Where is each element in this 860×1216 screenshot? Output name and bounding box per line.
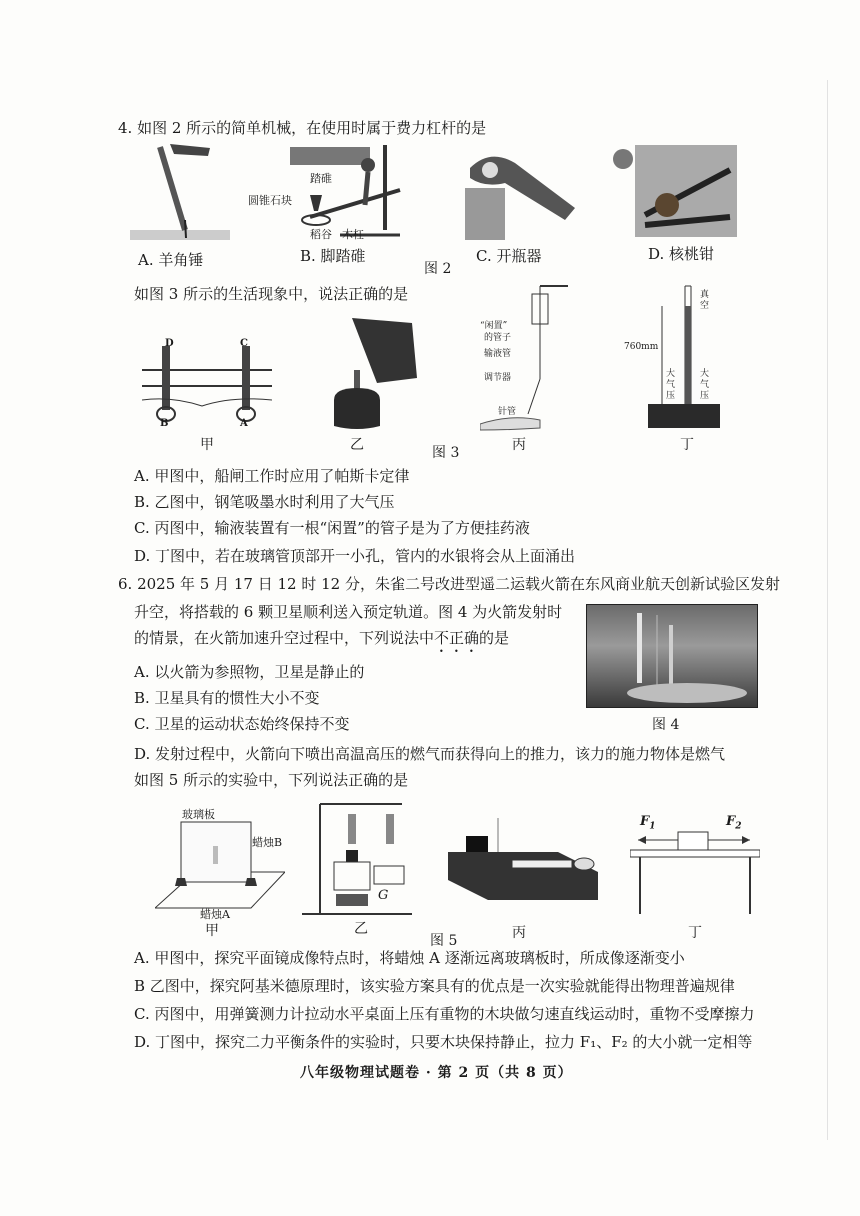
- q7-option-b: B 乙图中，探究阿基米德原理时，该实验方案具有的优点是一次实验就能得出物理普遍规律: [134, 977, 735, 995]
- q7-option-c: C. 丙图中，用弹簧测力计拉动水平桌面上压有重物的木块做匀速直线运动时，重物不受摩擦力: [134, 1005, 755, 1023]
- q4-option-c: C. 开瓶器: [476, 247, 542, 265]
- ding-label-vacuum-2: 空: [700, 301, 710, 311]
- q6-stem-line-3: [134, 628, 509, 656]
- ding-label-atm-left-2: 气: [666, 380, 676, 390]
- fig3-caption: 图 3: [432, 445, 460, 461]
- q5-option-d: D. 丁图中，若在玻璃管顶部开一小孔，管内的水银将会从上面涌出: [134, 547, 576, 565]
- q4-option-a: A. 羊角锤: [138, 251, 204, 269]
- hammer-figure: [130, 142, 230, 242]
- q6-stem-emphasis: 不正确: [434, 629, 480, 647]
- friction-figure: [448, 818, 598, 902]
- ding-label-atm-left-1: 大: [666, 369, 676, 379]
- bottle-opener-figure: [460, 148, 580, 240]
- jia-label-d: D: [165, 338, 174, 349]
- label-rice: 稻谷: [310, 228, 332, 241]
- page-edge-shadow: [827, 80, 828, 1140]
- q4-option-b: B. 脚踏碓: [300, 247, 366, 265]
- jia-label-a: A: [240, 418, 248, 429]
- bing-label-infusion: 输液管: [484, 349, 512, 359]
- ding-label-atm-left-3: 压: [666, 391, 676, 401]
- q5-option-a: A. 甲图中，船闸工作时应用了帕斯卡定律: [134, 467, 410, 485]
- q4-stem: 4. 如图 2 所示的简单机械，在使用时属于费力杠杆的是: [118, 119, 487, 137]
- fig3-sub-jia: 甲: [200, 437, 214, 453]
- q7-option-a: A. 甲图中，探究平面镜成像特点时，将蜡烛 A 逐渐远离玻璃板时，所成像逐渐变小: [134, 949, 685, 967]
- q4-option-d: D. 核桃钳: [648, 245, 715, 263]
- q6-option-b: B. 卫星具有的惯性大小不变: [134, 689, 320, 707]
- rocket-launch-photo: [586, 604, 758, 708]
- q6-stem-line-1: 6. 2025 年 5 月 17 日 12 时 12 分，朱雀二号改进型遥二运载火箭在东风商业航天创新试验区发射: [118, 575, 780, 593]
- q6-stem-line-2: 升空，将搭载的 6 颗卫星顺利送入预定轨道。图 4 为火箭发射时: [134, 603, 563, 621]
- infusion-figure: [480, 284, 570, 434]
- jia-label-b: B: [160, 418, 169, 429]
- fig3-sub-bing: 丙: [512, 437, 526, 453]
- ding7-label-f2: $F_2$: [726, 814, 742, 832]
- q6-stem-3c: 的是: [479, 629, 510, 647]
- two-force-balance-figure: [630, 820, 760, 914]
- plane-mirror-figure: [155, 812, 285, 920]
- q6-option-a: A. 以火箭为参照物，卫星是静止的: [134, 663, 365, 681]
- bing-label-needle: 针管: [498, 407, 517, 417]
- yi7-label-g: G: [378, 888, 389, 903]
- fig3-sub-yi: 乙: [350, 437, 364, 453]
- label-pestle: 踏碓: [310, 172, 332, 185]
- jia7-label-candle-b: 蜡烛B: [252, 836, 283, 849]
- bing-label-regulator: 调节器: [484, 373, 512, 383]
- fig5-sub-bing: 丙: [512, 925, 526, 941]
- q6-stem-3a: 的情景，在火箭加速升空过程中，下列说法中: [134, 629, 435, 647]
- ding7-label-f1: $F_1$: [640, 814, 656, 832]
- ding-label-atm-right-3: 压: [700, 391, 710, 401]
- torricelli-figure: [648, 284, 728, 432]
- fig2-caption: 图 2: [424, 261, 452, 277]
- q7-option-d: D. 丁图中，探究二力平衡条件的实验时，只要木块保持静止，拉力 F₁、F₂ 的大小就一定相等: [134, 1033, 753, 1051]
- jia7-label-candle-a: 蜡烛A: [200, 908, 230, 921]
- fig5-sub-jia: 甲: [205, 923, 219, 939]
- fig5-sub-ding: 丁: [688, 925, 702, 941]
- bing-label-idle: “闲置”: [480, 321, 508, 331]
- q5-stem: 如图 3 所示的生活现象中，说法正确的是: [134, 285, 409, 303]
- fig5-caption: 图 5: [430, 933, 458, 949]
- fig4-caption: 图 4: [652, 717, 680, 733]
- fountain-pen-figure: [322, 318, 422, 430]
- ding-label-atm-right-1: 大: [700, 369, 710, 379]
- fig3-sub-ding: 丁: [680, 437, 694, 453]
- nutcracker-figure: [605, 145, 737, 237]
- bing-label-tube: 的管子: [484, 333, 512, 343]
- q5-option-b: B. 乙图中，钢笔吸墨水时利用了大气压: [134, 493, 395, 511]
- ding-label-height: 760mm: [624, 342, 659, 352]
- ding-label-vacuum-1: 真: [700, 290, 710, 300]
- ding-label-atm-right-2: 气: [700, 380, 710, 390]
- jia7-label-glass: 玻璃板: [182, 808, 215, 821]
- page-footer: 八年级物理试题卷 · 第 2 页（共 8 页）: [300, 1065, 573, 1081]
- jia-label-c: C: [240, 338, 248, 349]
- q5-option-c: C. 丙图中，输液装置有一根“闲置”的管子是为了方便挂药液: [134, 519, 530, 537]
- label-stone: 圆锥石块: [248, 194, 292, 207]
- rocket-icon: [587, 605, 757, 707]
- archimedes-figure: [302, 800, 422, 918]
- q7-stem: 如图 5 所示的实验中，下列说法正确的是: [134, 771, 409, 789]
- label-pole: 木杠: [342, 228, 364, 241]
- q6-option-d: D. 发射过程中，火箭向下喷出高温高压的燃气而获得向上的推力，该力的施力物体是燃气: [134, 745, 726, 763]
- fig5-sub-yi: 乙: [354, 921, 368, 937]
- q6-option-c: C. 卫星的运动状态始终保持不变: [134, 715, 350, 733]
